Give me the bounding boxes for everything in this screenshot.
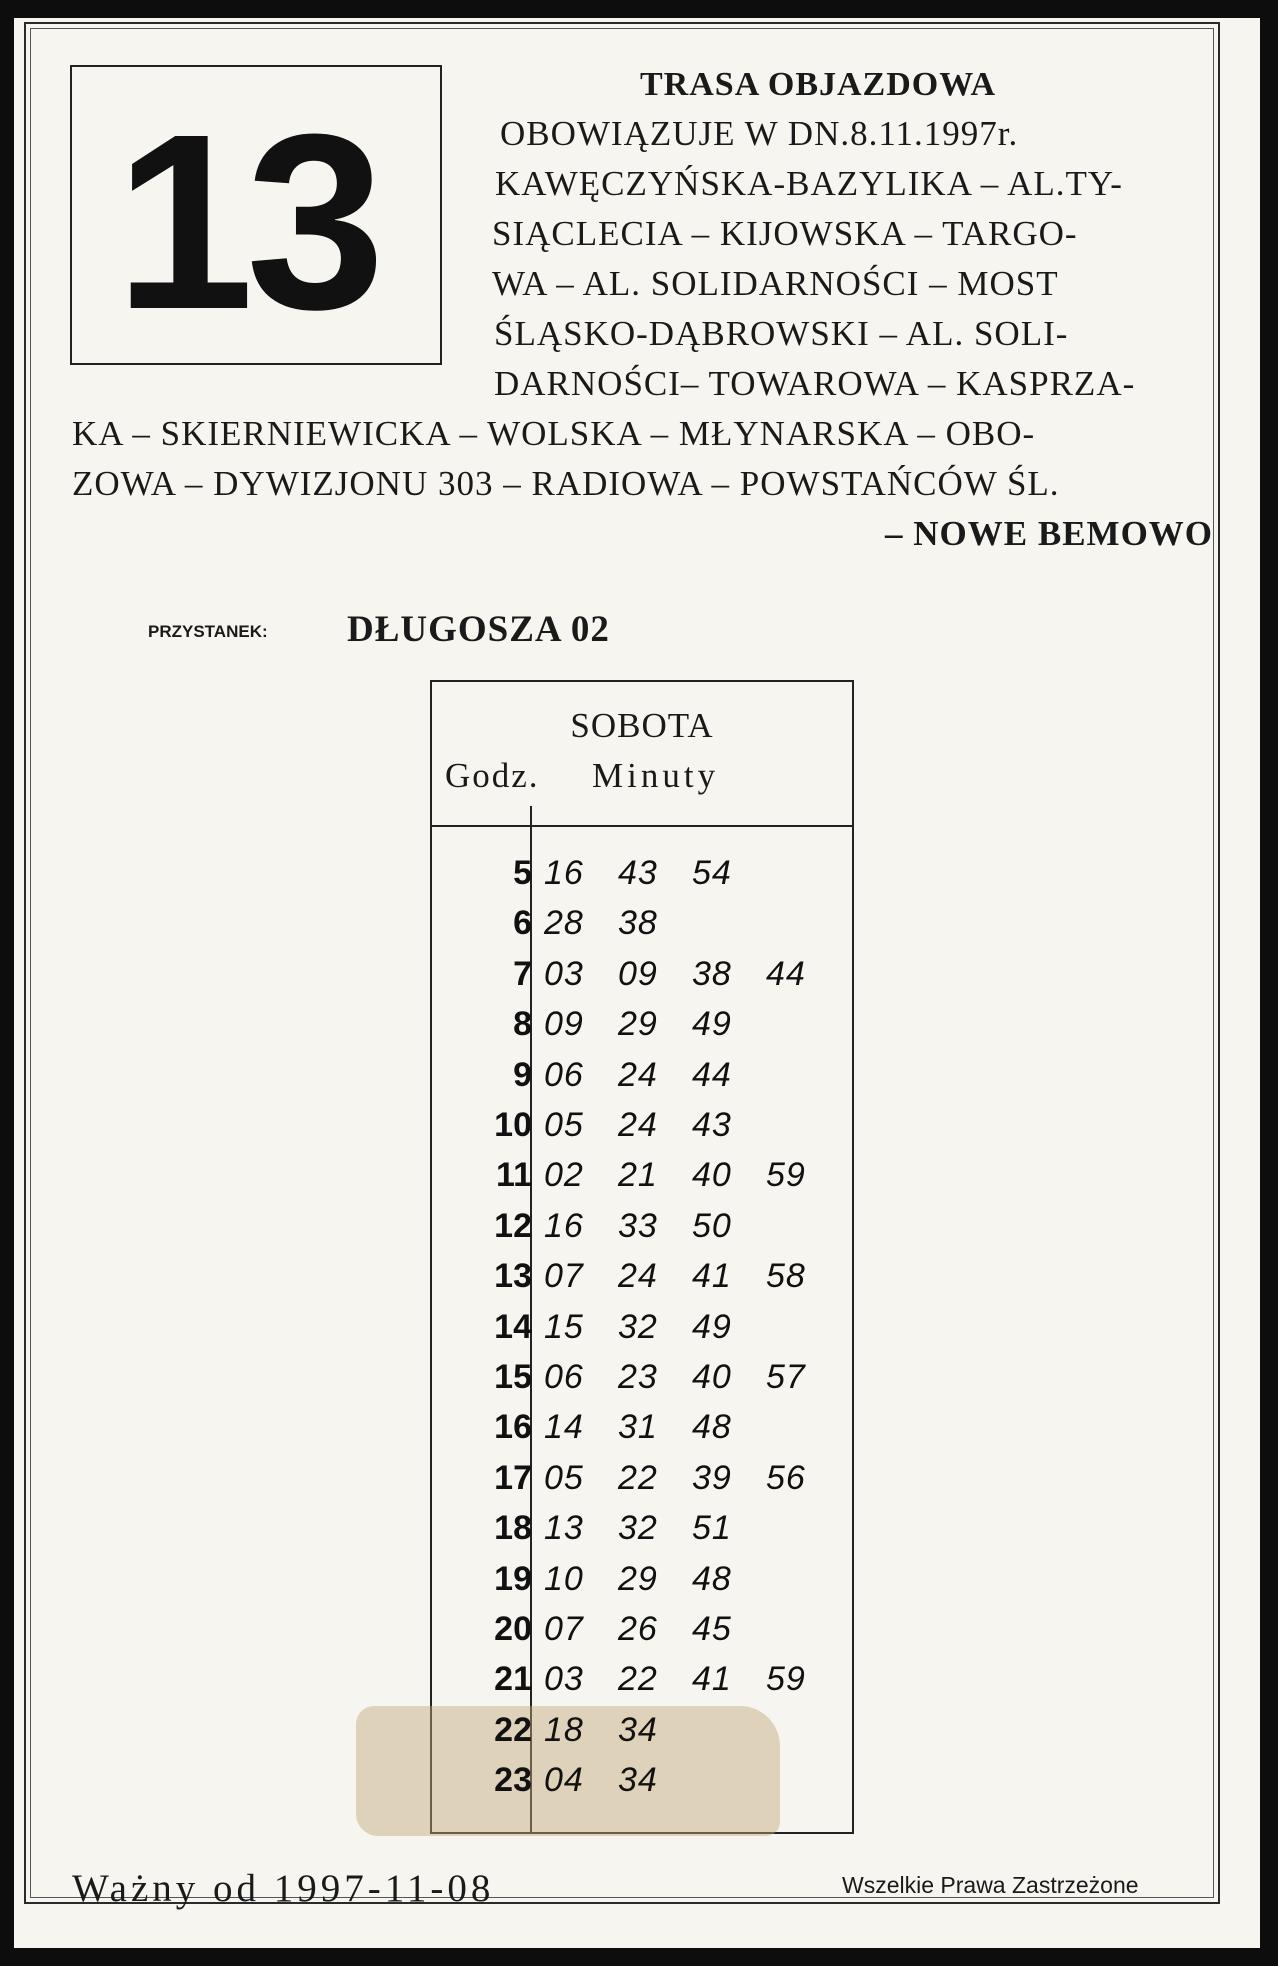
minute-value: 02 [544, 1156, 584, 1195]
hour-cell: 16 [494, 1408, 532, 1447]
header-divider [430, 825, 854, 827]
minutes-cell [544, 1402, 766, 1452]
hour-cell: 15 [494, 1358, 532, 1396]
table-row [430, 1050, 854, 1100]
minute-value: 40 [692, 1358, 732, 1396]
minutes-cell [544, 1050, 766, 1100]
table-row [430, 898, 854, 948]
minutes-cell [544, 1554, 766, 1604]
route-line: WA – AL. SOLIDARNOŚCI – MOST [492, 264, 1059, 303]
table-row [430, 1100, 854, 1150]
minute-value: 26 [618, 1610, 658, 1648]
table-row [430, 1503, 854, 1553]
minute-value: 09 [544, 1005, 584, 1044]
minute-value: 59 [766, 1660, 806, 1699]
table-row [430, 949, 854, 999]
hour-cell: 18 [494, 1509, 532, 1548]
table-row [430, 1654, 854, 1704]
minute-value: 32 [618, 1509, 658, 1548]
route-line: ŚLĄSKO-DĄBROWSKI – AL. SOLI- [494, 314, 1069, 353]
minute-value: 15 [544, 1307, 584, 1346]
minutes-cell [544, 949, 840, 999]
hour-cell: 21 [494, 1660, 532, 1699]
line-number: 13 [115, 82, 378, 361]
minute-value: 45 [692, 1610, 732, 1648]
minute-value: 41 [692, 1660, 732, 1699]
hour-cell: 6 [513, 904, 532, 943]
route-line: KAWĘCZYŃSKA-BAZYLIKA – AL.TY- [495, 164, 1123, 203]
table-row [430, 1604, 854, 1654]
table-row [430, 1251, 854, 1301]
minute-value: 38 [618, 904, 658, 943]
minutes-cell [544, 1705, 692, 1755]
minute-value: 24 [618, 1257, 658, 1296]
minute-value: 34 [618, 1710, 658, 1749]
hour-cell: 12 [494, 1206, 532, 1245]
minute-value: 04 [544, 1761, 584, 1800]
minute-value: 39 [692, 1458, 732, 1497]
minute-value: 48 [692, 1559, 732, 1598]
table-row [430, 1302, 854, 1352]
route-title: TRASA OBJAZDOWA [640, 66, 997, 103]
minute-value: 21 [618, 1156, 658, 1195]
minute-value: 24 [618, 1055, 658, 1094]
hour-cell: 17 [494, 1458, 532, 1497]
minute-value: 41 [692, 1257, 732, 1296]
table-row [430, 848, 854, 898]
minute-value: 06 [544, 1055, 584, 1094]
stop-label: PRZYSTANEK: [148, 622, 268, 641]
route-line: SIĄCLECIA – KIJOWSKA – TARGO- [492, 214, 1078, 253]
hour-cell: 14 [494, 1307, 532, 1346]
hour-cell: 8 [513, 1005, 532, 1044]
minute-value: 48 [692, 1408, 732, 1447]
hour-cell: 5 [513, 854, 532, 892]
minutes-cell [544, 1755, 692, 1805]
minute-value: 18 [544, 1710, 584, 1749]
minutes-cell [544, 1352, 840, 1402]
table-row [430, 1201, 854, 1251]
minute-value: 05 [544, 1106, 584, 1144]
minutes-cell [544, 898, 692, 948]
table-row [430, 1453, 854, 1503]
minute-value: 28 [544, 904, 584, 943]
minute-value: 13 [544, 1509, 584, 1548]
table-row [430, 1554, 854, 1604]
hour-column-header: Godz. [445, 756, 540, 795]
route-line: KA – SKIERNIEWICKA – WOLSKA – MŁYNARSKA – OBO- [72, 414, 1036, 453]
minute-value: 49 [692, 1307, 732, 1346]
minute-value: 07 [544, 1257, 584, 1296]
minute-value: 23 [618, 1358, 658, 1396]
hour-cell: 7 [513, 954, 532, 993]
minute-value: 49 [692, 1005, 732, 1044]
minute-value: 31 [618, 1408, 658, 1447]
table-row [430, 1352, 854, 1402]
minutes-cell [544, 999, 766, 1049]
minute-value: 44 [766, 954, 806, 993]
minutes-cell [544, 848, 766, 898]
valid-from: Ważny od 1997-11-08 [72, 1867, 495, 1910]
table-row [430, 1402, 854, 1452]
table-row [430, 999, 854, 1049]
minute-value: 24 [618, 1106, 658, 1144]
stop-name: DŁUGOSZA 02 [347, 609, 610, 650]
hour-cell: 10 [494, 1106, 532, 1144]
minute-value: 14 [544, 1408, 584, 1447]
minute-value: 03 [544, 1660, 584, 1699]
minute-value: 57 [766, 1358, 806, 1396]
minute-value: 38 [692, 954, 732, 993]
minute-value: 51 [692, 1509, 732, 1548]
hour-cell: 22 [494, 1710, 532, 1749]
rights-notice: Wszelkie Prawa Zastrzeżone [842, 1872, 1139, 1898]
minutes-cell [544, 1302, 766, 1352]
minutes-cell [544, 1604, 766, 1654]
minute-value: 59 [766, 1156, 806, 1195]
minutes-cell [544, 1503, 766, 1553]
hour-cell: 13 [494, 1257, 532, 1296]
route-destination: – NOWE BEMOWO [885, 514, 1214, 553]
minute-value: 58 [766, 1257, 806, 1296]
minute-value: 32 [618, 1307, 658, 1346]
minute-value: 22 [618, 1458, 658, 1497]
hour-cell: 11 [496, 1156, 532, 1195]
minute-value: 40 [692, 1156, 732, 1195]
minute-value: 03 [544, 954, 584, 993]
hour-cell: 19 [494, 1559, 532, 1598]
hour-cell: 9 [513, 1055, 532, 1094]
table-row [430, 1150, 854, 1200]
minute-value: 29 [618, 1559, 658, 1598]
minutes-cell [544, 1251, 840, 1301]
minutes-column-header: Minuty [592, 756, 720, 795]
minute-value: 54 [692, 854, 732, 892]
minute-value: 29 [618, 1005, 658, 1044]
minute-value: 34 [618, 1761, 658, 1800]
route-line: OBOWIĄZUJE W DN.8.11.1997r. [500, 114, 1019, 153]
minute-value: 07 [544, 1610, 584, 1648]
minute-value: 16 [544, 1206, 584, 1245]
minute-value: 16 [544, 854, 584, 892]
hour-cell: 23 [494, 1761, 532, 1800]
minutes-cell [544, 1654, 840, 1704]
table-row [430, 1705, 854, 1755]
minute-value: 22 [618, 1660, 658, 1699]
minutes-cell [544, 1150, 840, 1200]
route-line: DARNOŚCI– TOWAROWA – KASPRZA- [494, 364, 1136, 403]
hour-cell: 20 [494, 1610, 532, 1648]
day-label: SOBOTA [570, 706, 714, 745]
minute-value: 09 [618, 954, 658, 993]
minutes-cell [544, 1100, 766, 1150]
minute-value: 43 [618, 854, 658, 892]
minute-value: 56 [766, 1458, 806, 1497]
minute-value: 50 [692, 1206, 732, 1245]
minute-value: 43 [692, 1106, 732, 1144]
table-row [430, 1755, 854, 1805]
minute-value: 44 [692, 1055, 732, 1094]
minute-value: 05 [544, 1458, 584, 1497]
minutes-cell [544, 1453, 840, 1503]
minutes-cell [544, 1201, 766, 1251]
route-line: ZOWA – DYWIZJONU 303 – RADIOWA – POWSTAŃCÓW ŚL. [72, 464, 1060, 503]
minute-value: 10 [544, 1559, 584, 1598]
minute-value: 06 [544, 1358, 584, 1396]
minute-value: 33 [618, 1206, 658, 1245]
